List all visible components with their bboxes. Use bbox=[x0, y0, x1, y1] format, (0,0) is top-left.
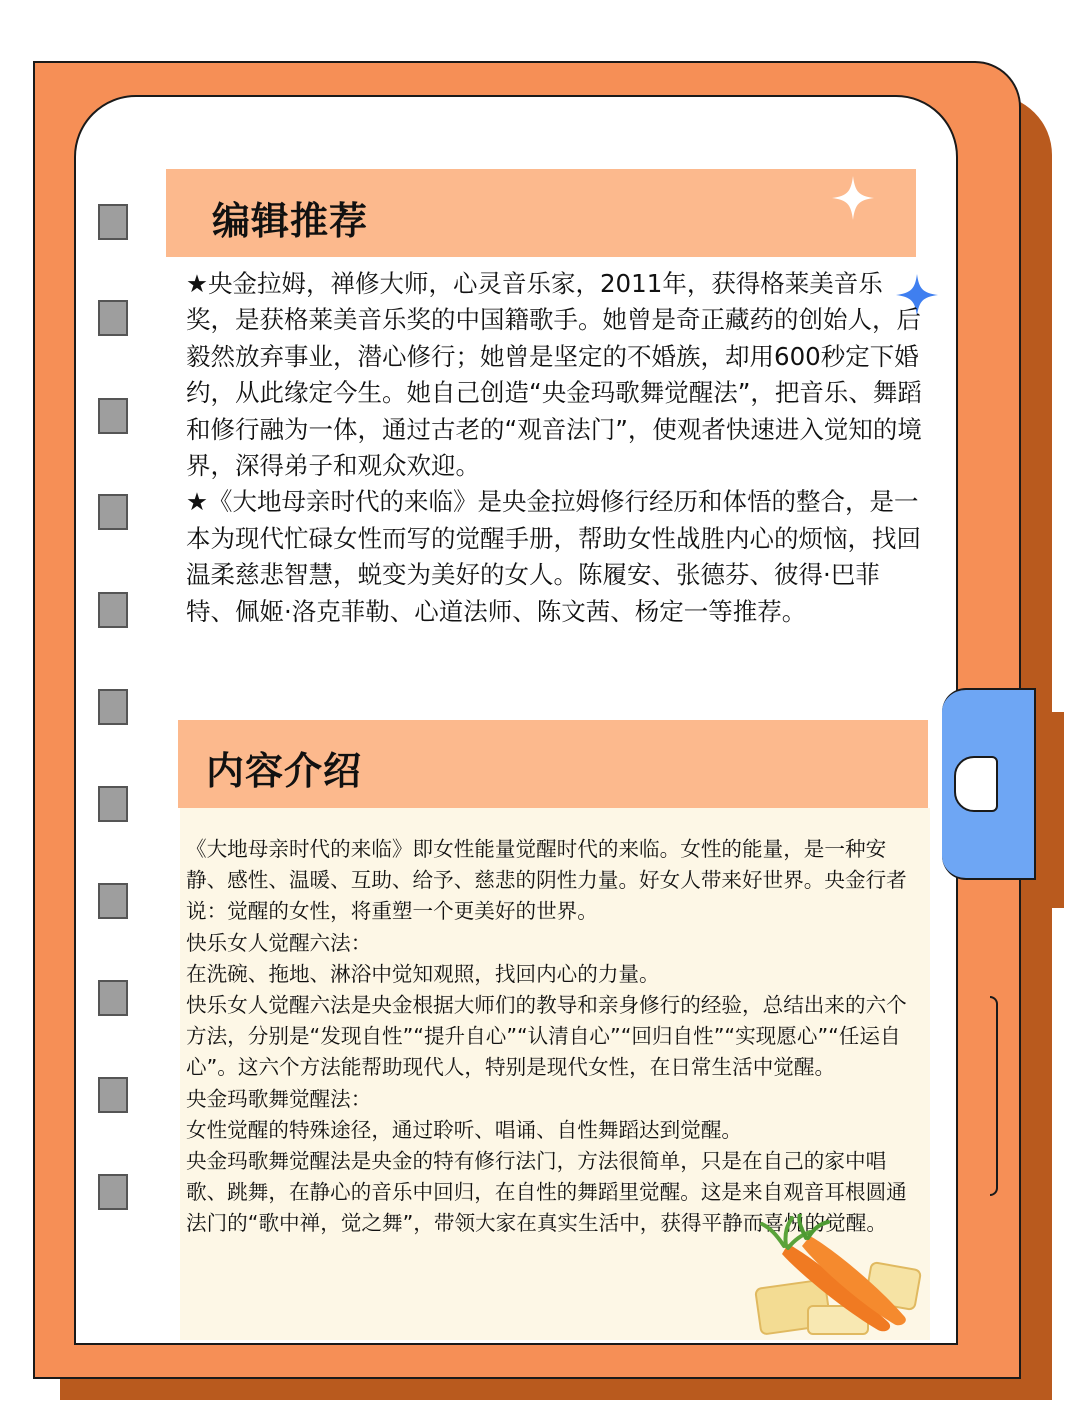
binder-hole bbox=[98, 689, 128, 725]
binder-hole bbox=[98, 398, 128, 434]
binder-hole bbox=[98, 204, 128, 240]
lower-tab bbox=[990, 996, 998, 1196]
intro-paragraph: 《大地母亲时代的来临》即女性能量觉醒时代的来临。女性的能量，是一种安静、感性、温暖、互助、给予、慈悲的阴性力量。好女人带来好世界。央金行者说：觉醒的女性，将重塑一个更美好的世界。 bbox=[186, 837, 907, 924]
sparkle-icon bbox=[830, 174, 876, 222]
binder-hole bbox=[98, 1077, 128, 1113]
binder-hole bbox=[98, 883, 128, 919]
intro-paragraph: 女性觉醒的特殊途径，通过聆听、唱诵、自性舞蹈达到觉醒。 bbox=[186, 1117, 743, 1142]
binder-hole bbox=[98, 300, 128, 336]
binder-hole bbox=[98, 494, 128, 530]
intro-paragraph: 快乐女人觉醒六法： bbox=[186, 930, 372, 955]
recommend-text bbox=[186, 266, 926, 630]
intro-title: 内容介绍 bbox=[206, 749, 363, 793]
recommend-title: 编辑推荐 bbox=[212, 199, 369, 243]
tab-shadow bbox=[1040, 712, 1064, 908]
intro-paragraph: 央金玛歌舞觉醒法是央金的特有修行法门，方法很简单，只是在自己的家中唱歌、跳舞，在静心的音乐中回归，在自性的舞蹈里觉醒。这是来自观音耳根圆通法门的“歌中禅，觉之舞”，带领大家在真实生活中，获得平静而喜悦的觉醒。 bbox=[186, 1149, 907, 1236]
binder-hole bbox=[98, 980, 128, 1016]
binder-hole bbox=[98, 1174, 128, 1210]
intro-paragraph: 央金玛歌舞觉醒法： bbox=[186, 1086, 372, 1111]
recommend-paragraph: ★央金拉姆，禅修大师，心灵音乐家，2011年，获得格莱美音乐奖，是获格莱美音乐奖的中国籍歌手。她曾是奇正藏药的创始人，后毅然放弃事业，潜心修行；她曾是坚定的不婚族，却用600秒定下婚约，从此缘定今生。她自己创造“央金玛歌舞觉醒法”，把音乐、舞蹈和修行融为一体，通过古老的“观音法门”，使观者快速进入觉知的境界，深得弟子和观众欢迎。 bbox=[186, 269, 922, 481]
intro-paragraph: 在洗碗、拖地、淋浴中觉知观照，找回内心的力量。 bbox=[186, 961, 660, 986]
recommend-paragraph: ★《大地母亲时代的来临》是央金拉姆修行经历和体悟的整合，是一本为现代忙碌女性而写的觉醒手册，帮助女性战胜内心的烦恼，找回温柔慈悲智慧，蜕变为美好的女人。陈履安、张德芬、彼得·巴菲特、佩姬·洛克菲勒、心道法师、陈文茜、杨定一等推荐。 bbox=[186, 487, 921, 626]
carrot-icon bbox=[748, 1214, 926, 1340]
binder-hole bbox=[98, 786, 128, 822]
bookmark-tab-hole bbox=[954, 756, 998, 812]
intro-text bbox=[186, 834, 926, 1240]
intro-paragraph: 快乐女人觉醒六法是央金根据大师们的教导和亲身修行的经验，总结出来的六个方法，分别是“发现自性”“提升自心”“认清自心”“回归自性”“实现愿心”“任运自心”。这六个方法能帮助现代人，特别是现代女性，在日常生活中觉醒。 bbox=[186, 993, 907, 1080]
binder-hole bbox=[98, 592, 128, 628]
